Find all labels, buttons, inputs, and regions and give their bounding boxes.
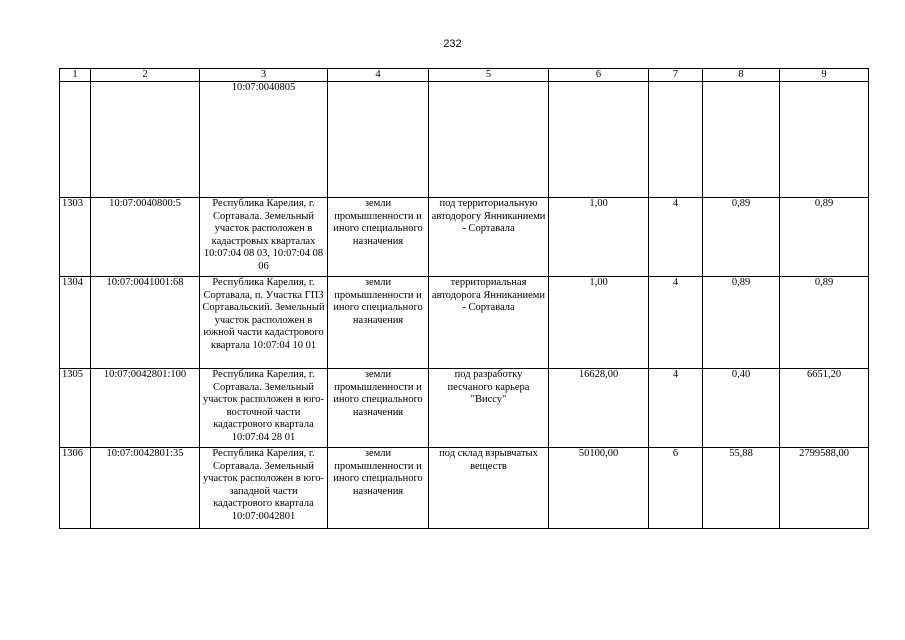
table-row	[60, 448, 869, 529]
cell-land-category: земли промышленности и иного специального назначения	[328, 369, 429, 448]
cell-location: Республика Карелия, г. Сортавала, п. Участка ГПЗ Сортавальский. Земельный участок расположен в южной части кадастрового квартала 10:07:04 10 01	[200, 277, 328, 369]
cell-col7: 4	[649, 277, 703, 369]
column-header: 8	[703, 69, 780, 82]
table-row	[60, 369, 869, 448]
page-number: 232	[443, 38, 462, 50]
cell-area: 1,00	[549, 198, 649, 277]
cell-permitted-use	[429, 82, 549, 198]
column-header: 6	[549, 69, 649, 82]
cell-col8: 0,89	[703, 277, 780, 369]
cell-col9: 0,89	[780, 198, 869, 277]
cell-area: 1,00	[549, 277, 649, 369]
cell-col9	[780, 82, 869, 198]
cell-col9: 2799588,00	[780, 448, 869, 529]
cell-number: 1303	[60, 198, 91, 277]
land-plot-table	[59, 68, 869, 529]
cell-col7	[649, 82, 703, 198]
column-header: 2	[91, 69, 200, 82]
cell-number: 1306	[60, 448, 91, 529]
cell-col9: 6651,20	[780, 369, 869, 448]
cell-location: Республика Карелия, г. Сортавала. Земельный участок расположен в кадастровых кварталах 10:07:04 08 03, 10:07:04 08 06	[200, 198, 328, 277]
cell-area: 16628,00	[549, 369, 649, 448]
cell-permitted-use: под разработку песчаного карьера "Виссу"	[429, 369, 549, 448]
cell-permitted-use: территориальная автодорога Янниканиеми - Сортавала	[429, 277, 549, 369]
cell-land-category: земли промышленности и иного специального назначения	[328, 198, 429, 277]
cell-cadastral-number: 10:07:0041001:68	[91, 277, 200, 369]
cell-col9: 0,89	[780, 277, 869, 369]
table-header-row	[60, 69, 869, 82]
cell-area: 50100,00	[549, 448, 649, 529]
cell-cadastral-number: 10:07:0042801:100	[91, 369, 200, 448]
cell-number: 1304	[60, 277, 91, 369]
cell-number: 1305	[60, 369, 91, 448]
cell-land-category: земли промышленности и иного специального назначения	[328, 277, 429, 369]
cell-col8: 0,89	[703, 198, 780, 277]
column-header: 9	[780, 69, 869, 82]
cell-col8: 0,40	[703, 369, 780, 448]
cell-cadastral-number: 10:07:0040800:5	[91, 198, 200, 277]
cell-cadastral-number	[91, 82, 200, 198]
table-row-continuation	[60, 82, 869, 198]
cell-area	[549, 82, 649, 198]
cell-location: Республика Карелия, г. Сортавала. Земельный участок расположен в юго-западной части кадастрового квартала 10:07:0042801	[200, 448, 328, 529]
cell-cadastral-number: 10:07:0042801:35	[91, 448, 200, 529]
cell-land-category: земли промышленности и иного специального назначения	[328, 448, 429, 529]
column-header: 3	[200, 69, 328, 82]
cell-location: Республика Карелия, г. Сортавала. Земельный участок расположен в юго-восточной части кадастрового квартала 10:07:04 28 01	[200, 369, 328, 448]
cell-col7: 4	[649, 198, 703, 277]
cell-permitted-use: под склад взрывчатых веществ	[429, 448, 549, 529]
table-row	[60, 277, 869, 369]
cell-col8: 55,88	[703, 448, 780, 529]
cell-number	[60, 82, 91, 198]
cell-col7: 6	[649, 448, 703, 529]
cell-land-category	[328, 82, 429, 198]
column-header: 1	[60, 69, 91, 82]
column-header: 4	[328, 69, 429, 82]
cell-location: 10:07:0040805	[200, 82, 328, 198]
table-row	[60, 198, 869, 277]
cell-permitted-use: под территориальную автодорогу Янниканиеми - Сортавала	[429, 198, 549, 277]
cell-col8	[703, 82, 780, 198]
column-header: 7	[649, 69, 703, 82]
cell-col7: 4	[649, 369, 703, 448]
column-header: 5	[429, 69, 549, 82]
